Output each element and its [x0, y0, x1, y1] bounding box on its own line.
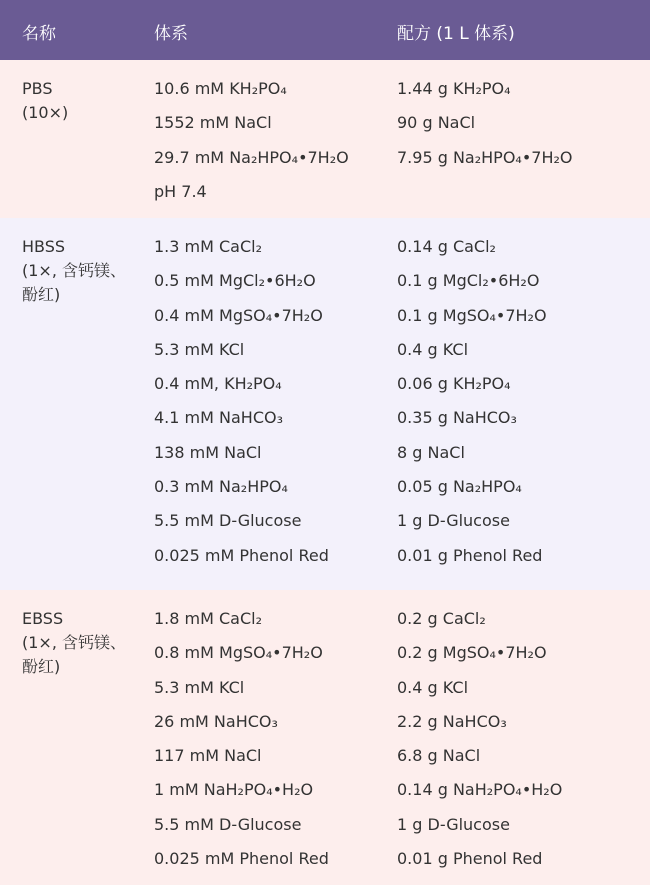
list-item: 10.6 mM KH₂PO₄ — [154, 79, 287, 98]
recipe-list — [397, 607, 562, 881]
table-row-pbs — [0, 60, 650, 218]
recipe-list — [397, 77, 572, 180]
list-item: pH 7.4 — [154, 181, 207, 201]
list-item: 0.3 mM Na₂HPO₄ — [154, 477, 288, 497]
system-list — [154, 77, 349, 214]
list-item: 1 g D-Glucose — [397, 511, 510, 531]
list-item: 0.14 g NaH₂PO₄•H₂O — [397, 780, 563, 800]
list-item: 29.7 mM Na₂HPO₄•7H₂O — [154, 147, 349, 167]
list-item: 138 mM NaCl — [154, 442, 262, 462]
list-item: 1.8 mM CaCl₂ — [154, 609, 263, 628]
buffer-name: PBS (10×) — [22, 79, 69, 122]
list-item: 0.01 g Phenol Red — [397, 849, 543, 869]
list-item: 7.95 g Na₂HPO₄•7H₂O — [397, 147, 573, 167]
list-item: 0.4 g KCl — [397, 339, 469, 359]
list-item: 0.05 g Na₂HPO₄ — [397, 477, 522, 497]
list-item: 5.3 mM KCl — [154, 677, 245, 697]
system-list — [154, 607, 329, 881]
recipe-list — [397, 235, 547, 578]
list-item: 0.025 mM Phenol Red — [154, 545, 329, 565]
list-item: 1.44 g KH₂PO₄ — [397, 79, 511, 98]
header-name: 名称 — [22, 24, 56, 44]
list-item: 0.4 g KCl — [397, 677, 469, 697]
list-item: 0.01 g Phenol Red — [397, 545, 543, 565]
list-item: 1 g D-Glucose — [397, 814, 510, 834]
list-item: 0.06 g KH₂PO₄ — [397, 374, 511, 394]
list-item: 0.8 mM MgSO₄•7H₂O — [154, 643, 323, 663]
list-item: 0.4 mM MgSO₄•7H₂O — [154, 305, 323, 325]
table-row-hbss — [0, 218, 650, 590]
list-item: 0.1 g MgCl₂•6H₂O — [397, 271, 540, 291]
list-item: 4.1 mM NaHCO₃ — [154, 408, 283, 428]
list-item: 5.5 mM D-Glucose — [154, 814, 302, 834]
buffer-name: EBSS (1×, 含钙镁、 酚红) — [22, 609, 127, 676]
list-item: 90 g NaCl — [397, 113, 476, 133]
list-item: 0.025 mM Phenol Red — [154, 849, 329, 869]
list-item: 26 mM NaHCO₃ — [154, 711, 278, 731]
list-item: 1.3 mM CaCl₂ — [154, 237, 263, 256]
list-item: 0.5 mM MgCl₂•6H₂O — [154, 271, 316, 291]
list-item: 0.1 g MgSO₄•7H₂O — [397, 305, 547, 325]
system-list — [154, 235, 329, 578]
list-item: 2.2 g NaHCO₃ — [397, 711, 507, 731]
list-item: 117 mM NaCl — [154, 746, 262, 766]
list-item: 1 mM NaH₂PO₄•H₂O — [154, 780, 314, 800]
buffer-name: HBSS (1×, 含钙镁、 酚红) — [22, 237, 127, 304]
list-item: 5.3 mM KCl — [154, 339, 245, 359]
header-system: 体系 — [154, 24, 188, 44]
list-item: 8 g NaCl — [397, 442, 465, 462]
header-recipe: 配方 (1 L 体系) — [397, 24, 515, 44]
list-item: 5.5 mM D-Glucose — [154, 511, 302, 531]
list-item: 0.35 g NaHCO₃ — [397, 408, 517, 428]
list-item: 0.2 g CaCl₂ — [397, 609, 486, 628]
list-item: 0.14 g CaCl₂ — [397, 237, 496, 256]
list-item: 0.4 mM, KH₂PO₄ — [154, 374, 282, 394]
table-row-ebss — [0, 590, 650, 885]
list-item: 1552 mM NaCl — [154, 113, 272, 133]
table-header — [0, 0, 650, 60]
list-item: 6.8 g NaCl — [397, 746, 481, 766]
list-item: 0.2 g MgSO₄•7H₂O — [397, 643, 547, 663]
